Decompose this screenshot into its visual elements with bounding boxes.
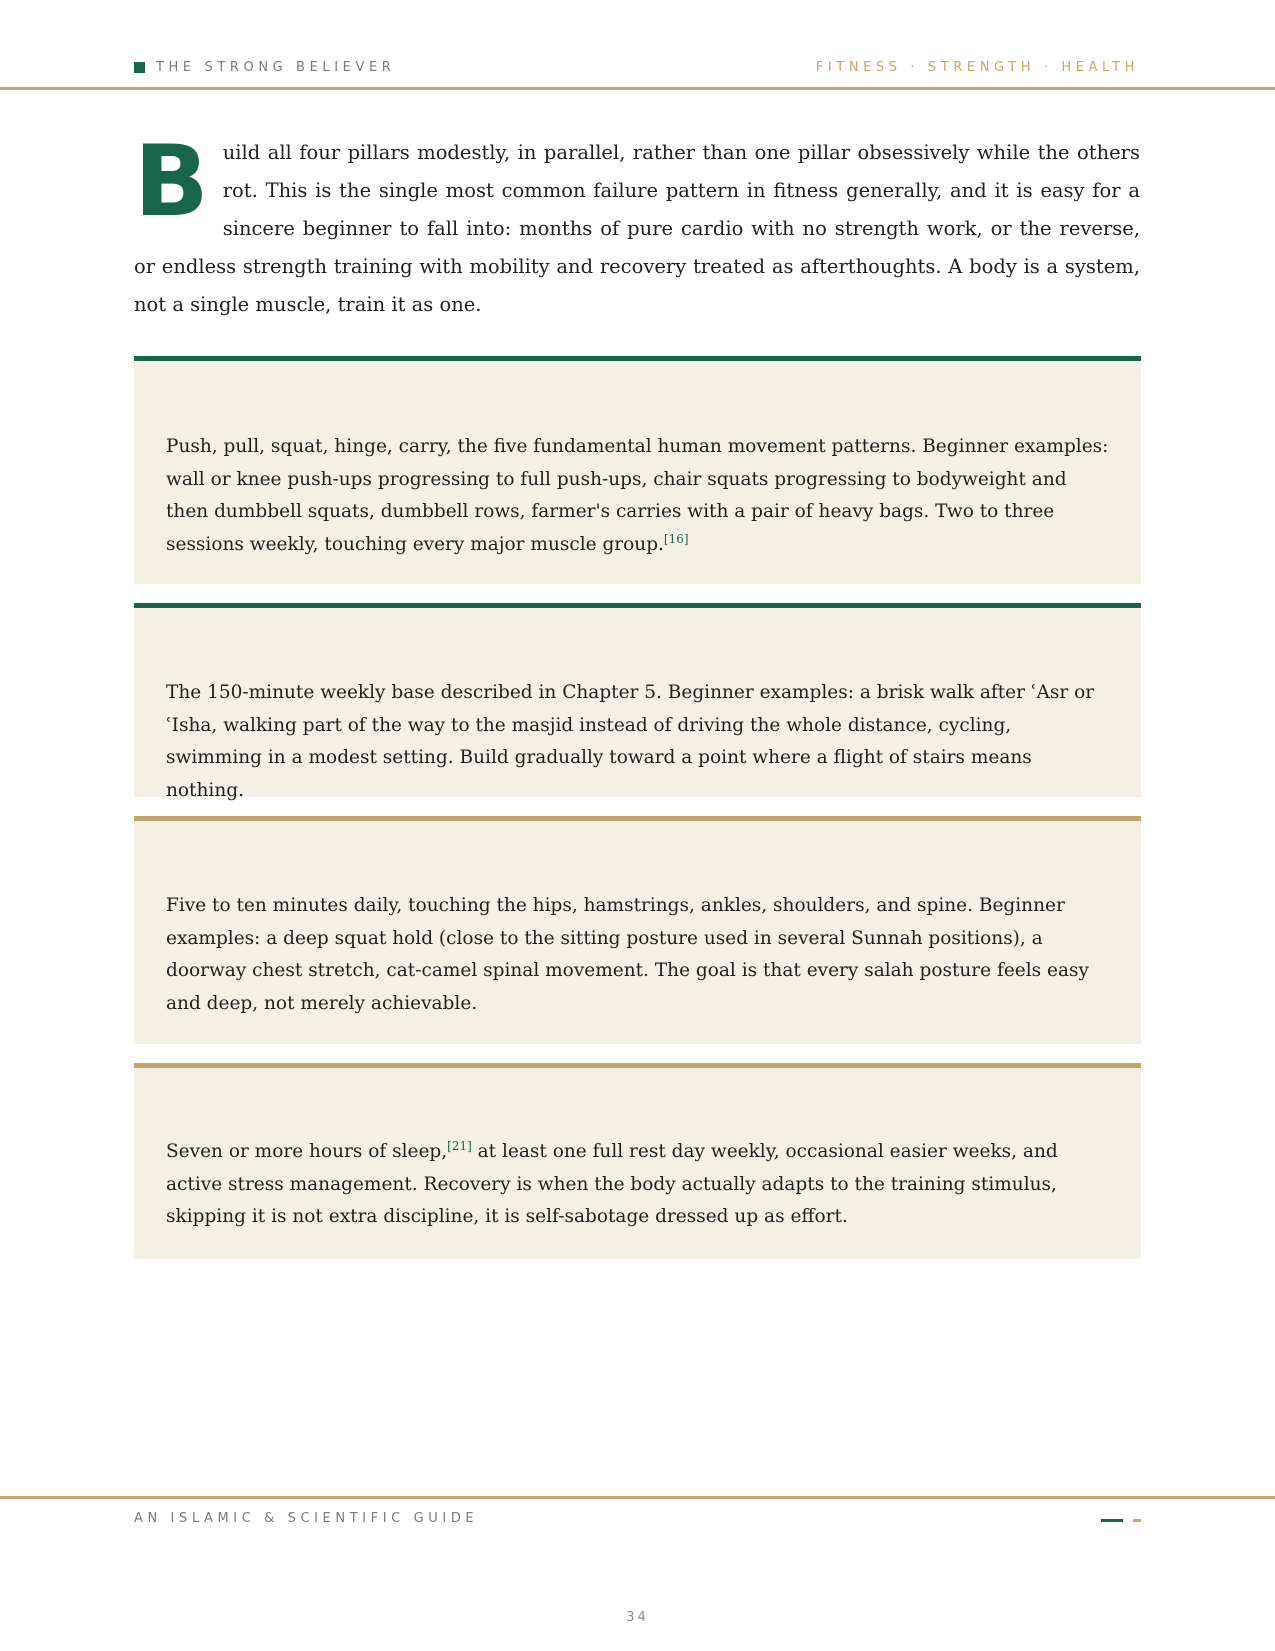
header-tagline: FITNESS · STRENGTH · HEALTH [815, 60, 1139, 75]
pillar-panel-strength [134, 356, 1141, 584]
pillar-panel-mobility [134, 816, 1141, 1044]
pillar-text [166, 1136, 1109, 1234]
pillar-text: The 150-minute weekly base described in Chapter 5. Beginner examples: a brisk walk after ʿAsr or ʿIsha, walking part of the way to the masjid instead of driving the whole distance, cycling, swimming in a modest setting. Build gradually toward a point where a flight of stairs means nothing. [166, 682, 1095, 801]
footer-mark-green [1101, 1519, 1123, 1522]
pillar-body: Push, pull, squat, hinge, carry, the five fundamental human movement patterns. Beginner examples: wall or knee push-ups progressing to full push-ups, chair squats progressing to bodyweight and then dumbbell squats, dumbbell rows, farmer's carries with a pair of heavy bags. Two to three sessions weekly, touching every major muscle group. [166, 436, 1109, 555]
brand-square-icon [134, 62, 145, 73]
pillar-text: Five to ten minutes daily, touching the hips, hamstrings, ankles, shoulders, and spine. Beginner examples: a deep squat hold (close to the sitting posture used in several Sunnah positions), a doorway chest stretch, cat-camel spinal movement. The goal is that every salah posture feels easy and deep, not merely achievable. [166, 895, 1089, 1014]
drop-cap: B [134, 125, 209, 239]
footer-rule [0, 1496, 1275, 1499]
pillar-text [166, 431, 1109, 561]
page-number: 34 [626, 1610, 649, 1625]
page-header [0, 0, 1275, 90]
pillar-panel-cardio [134, 603, 1141, 801]
footer-marks-icon [1101, 1519, 1141, 1523]
pillar-body: at least one full rest day weekly, occasional easier weeks, and active stress management. Recovery is when the body actually adapts to the training stimulus, skipping it is not extra discipline, it is self-sabotage dressed up as effort. [166, 1141, 1058, 1227]
footer-mark-gold [1133, 1519, 1141, 1522]
citation-ref[interactable]: [21] [447, 1138, 472, 1153]
intro-paragraph [134, 125, 1140, 324]
header-brand [134, 60, 395, 75]
intro-text: uild all four pillars modestly, in parallel, rather than one pillar obsessively while the others rot. This is the single most common failure pattern in fitness generally, and it is easy for a sincere beginner to fall into: months of pure cardio with no strength work, or the reverse, or endless strength training with mobility and recovery treated as afterthoughts. A body is a system, not a single muscle, train it as one. [134, 141, 1140, 316]
brand-name: THE STRONG BELIEVER [156, 60, 396, 75]
citation-ref[interactable]: [16] [663, 531, 689, 546]
pillar-panel-recovery [134, 1063, 1141, 1259]
pillar-body: Seven or more hours of sleep, [166, 1141, 448, 1162]
footer-title: AN ISLAMIC & SCIENTIFIC GUIDE [134, 1511, 479, 1526]
